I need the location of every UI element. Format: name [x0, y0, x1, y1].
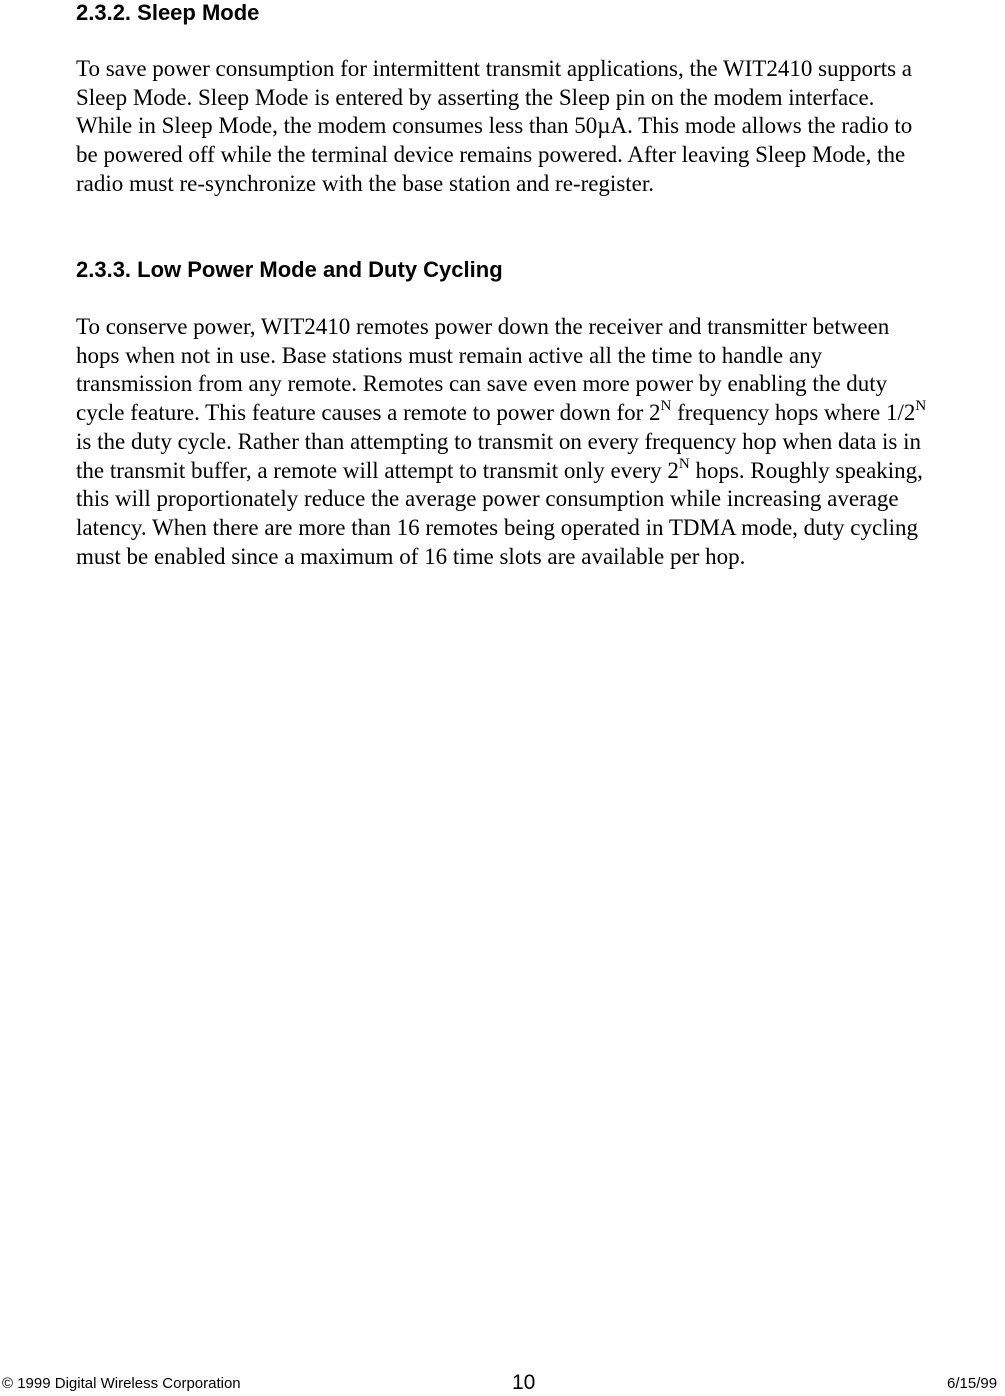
paragraph-line: While in Sleep Mode, the modem consumes less than 50µA. This mode allows the radio to: [76, 113, 913, 139]
footer-copyright: © 1999 Digital Wireless Corporation: [2, 1375, 241, 1392]
paragraph-line: must be enabled since a maximum of 16 time slots are available per hop.: [76, 543, 746, 569]
text-run: cycle feature. This feature causes a remote to power down for 2: [76, 400, 661, 426]
paragraph-line: Sleep Mode. Sleep Mode is entered by asserting the Sleep pin on the modem interface.: [76, 84, 875, 110]
sleep-mode-paragraph: [76, 55, 1005, 199]
paragraph-line: [76, 457, 1005, 486]
section-heading-sleep-mode: 2.3.2. Sleep Mode: [76, 0, 260, 25]
paragraph-line: To conserve power, WIT2410 remotes power down the receiver and transmitter between: [76, 314, 890, 339]
paragraph-line: latency. When there are more than 16 remotes being operated in TDMA mode, duty cycling: [76, 514, 919, 540]
footer-date: 6/15/99: [947, 1375, 998, 1392]
low-power-paragraph: [76, 313, 1005, 571]
paragraph-line: transmission from any remote. Remotes can save even more power by enabling the duty: [76, 371, 888, 397]
superscript: N: [678, 455, 690, 472]
text-run: hops. Roughly speaking,: [689, 457, 923, 483]
text-run: frequency hops where 1/2: [671, 400, 916, 426]
paragraph-line: hops when not in use. Base stations must remain active all the time to handle any: [76, 342, 823, 368]
paragraph-line: To save power consumption for intermittent transmit applications, the WIT2410 supports a: [76, 56, 913, 81]
paragraph-line: radio must re-synchronize with the base station and re-register.: [76, 170, 655, 196]
superscript: N: [915, 398, 927, 415]
footer-page-number: 10: [512, 1371, 536, 1394]
text-run: the transmit buffer, a remote will attempt to transmit only every 2: [76, 457, 679, 483]
paragraph-line: is the duty cycle. Rather than attempting to transmit on every frequency hop when data is in: [76, 428, 922, 454]
paragraph-line: this will proportionately reduce the average power consumption while increasing average: [76, 486, 899, 512]
superscript: N: [660, 398, 672, 415]
paragraph-line: [76, 399, 1005, 428]
paragraph-line: be powered off while the terminal device remains powered. After leaving Sleep Mode, the: [76, 142, 906, 168]
section-heading-low-power-mode: 2.3.3. Low Power Mode and Duty Cycling: [76, 257, 503, 282]
